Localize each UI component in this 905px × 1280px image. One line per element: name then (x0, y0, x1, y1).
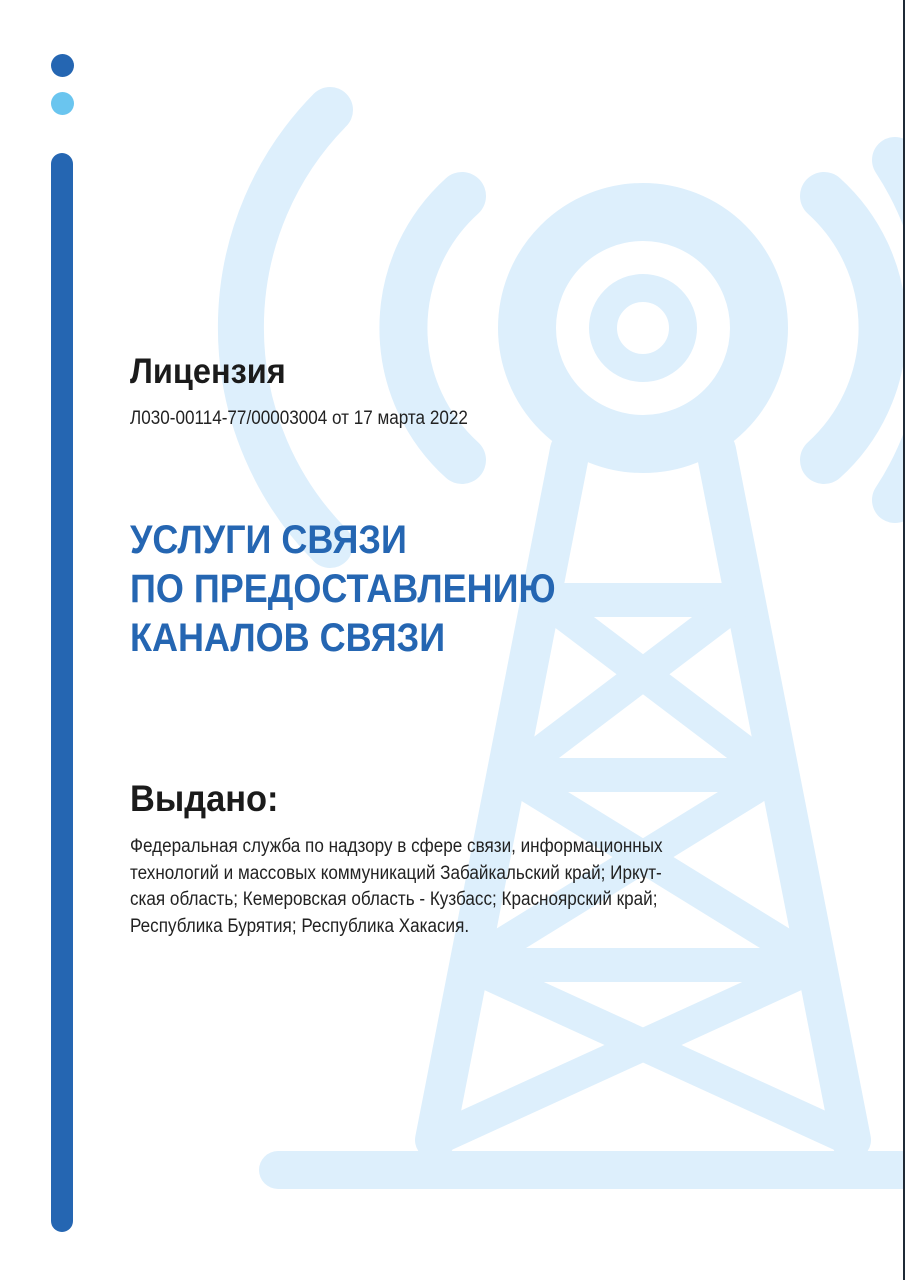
license-number: Л030-00114-77/00003004 от 17 марта 2022 (130, 408, 468, 429)
service-title-line: ПО ПРЕДОСТАВЛЕНИЮ (130, 567, 556, 611)
issued-text-line: Федеральная служба по надзору в сфере связи, информационных (130, 836, 663, 857)
service-title (130, 516, 556, 663)
decor-dot-light (51, 92, 74, 115)
issued-text (130, 834, 663, 940)
decor-dot-dark (51, 54, 74, 77)
issued-text-line: технологий и массовых коммуникаций Забайкальский край; Иркут- (130, 862, 662, 884)
issued-text-line: Республика Бурятия; Республика Хакасия. (130, 915, 470, 937)
service-title-line: КАНАЛОВ СВЯЗИ (130, 616, 446, 660)
decor-side-bar (51, 153, 73, 1232)
issued-heading: Выдано: (130, 778, 279, 819)
issued-text-line: ская область; Кемеровская область - Кузбасс; Красноярский край; (130, 889, 658, 910)
license-heading: Лицензия (130, 352, 286, 391)
service-title-line: УСЛУГИ СВЯЗИ (130, 518, 407, 562)
